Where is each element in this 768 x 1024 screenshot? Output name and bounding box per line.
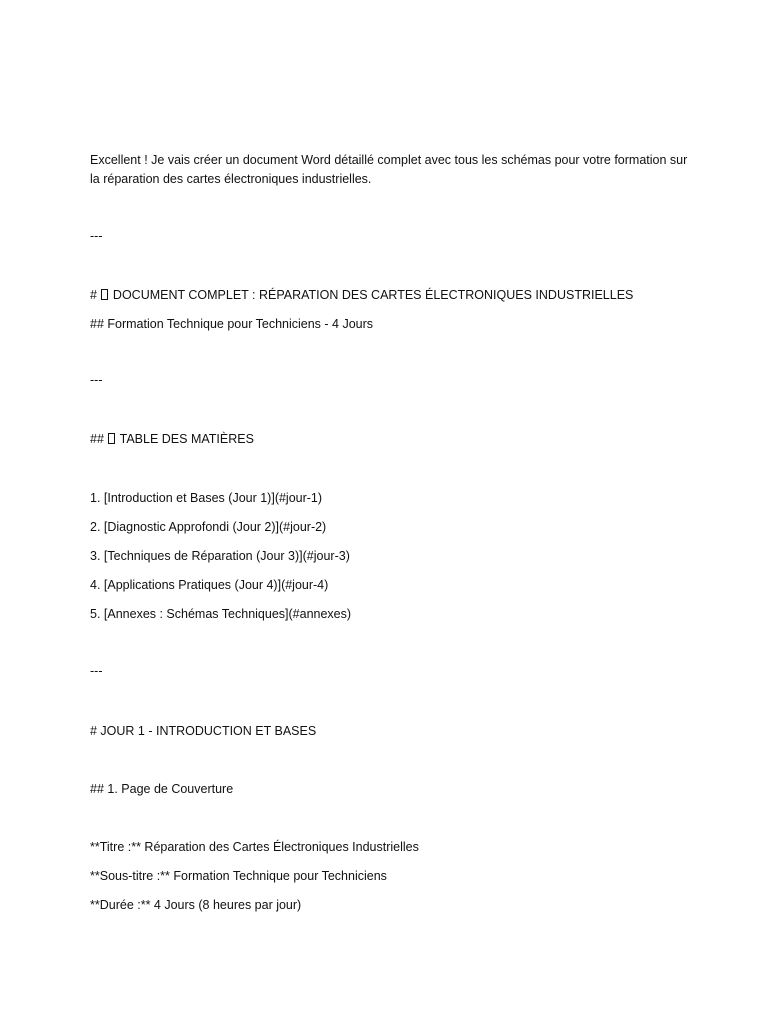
formation-subheading: ## Formation Technique pour Techniciens - 4 Jours [90, 317, 374, 331]
intro-paragraph: Excellent ! Je vais créer un document Word détaillé complet avec tous les schémas pour votre formation sur la réparation des cartes électroniques industrielles. [90, 153, 688, 186]
toc-item: 1. [Introduction et Bases (Jour 1)](#jour-1) [90, 491, 323, 505]
toc-heading [90, 430, 254, 449]
document-title-heading [90, 286, 633, 305]
toc-item: 3. [Techniques de Réparation (Jour 3)](#jour-3) [90, 549, 350, 563]
heading-marker: ## [90, 432, 108, 446]
missing-glyph-icon [101, 289, 108, 300]
toc-item: 4. [Applications Pratiques (Jour 4)](#jour-4) [90, 578, 329, 592]
missing-glyph-icon [108, 433, 115, 444]
separator: --- [90, 664, 103, 678]
heading-text: TABLE DES MATIÈRES [116, 432, 254, 446]
separator: --- [90, 373, 103, 387]
detail-line-sous-titre: **Sous-titre :** Formation Technique pour Techniciens [90, 869, 387, 883]
jour1-heading: # JOUR 1 - INTRODUCTION ET BASES [90, 724, 317, 738]
separator: --- [90, 229, 103, 243]
toc-item: 2. [Diagnostic Approfondi (Jour 2)](#jour-2) [90, 520, 327, 534]
toc-item: 5. [Annexes : Schémas Techniques](#annexes) [90, 607, 352, 621]
detail-line-duree: **Durée :** 4 Jours (8 heures par jour) [90, 898, 302, 912]
heading-text: DOCUMENT COMPLET : RÉPARATION DES CARTES ÉLECTRONIQUES INDUSTRIELLES [109, 288, 634, 302]
detail-line-titre: **Titre :** Réparation des Cartes Électroniques Industrielles [90, 840, 419, 854]
heading-marker: # [90, 288, 101, 302]
couverture-subheading: ## 1. Page de Couverture [90, 782, 234, 796]
